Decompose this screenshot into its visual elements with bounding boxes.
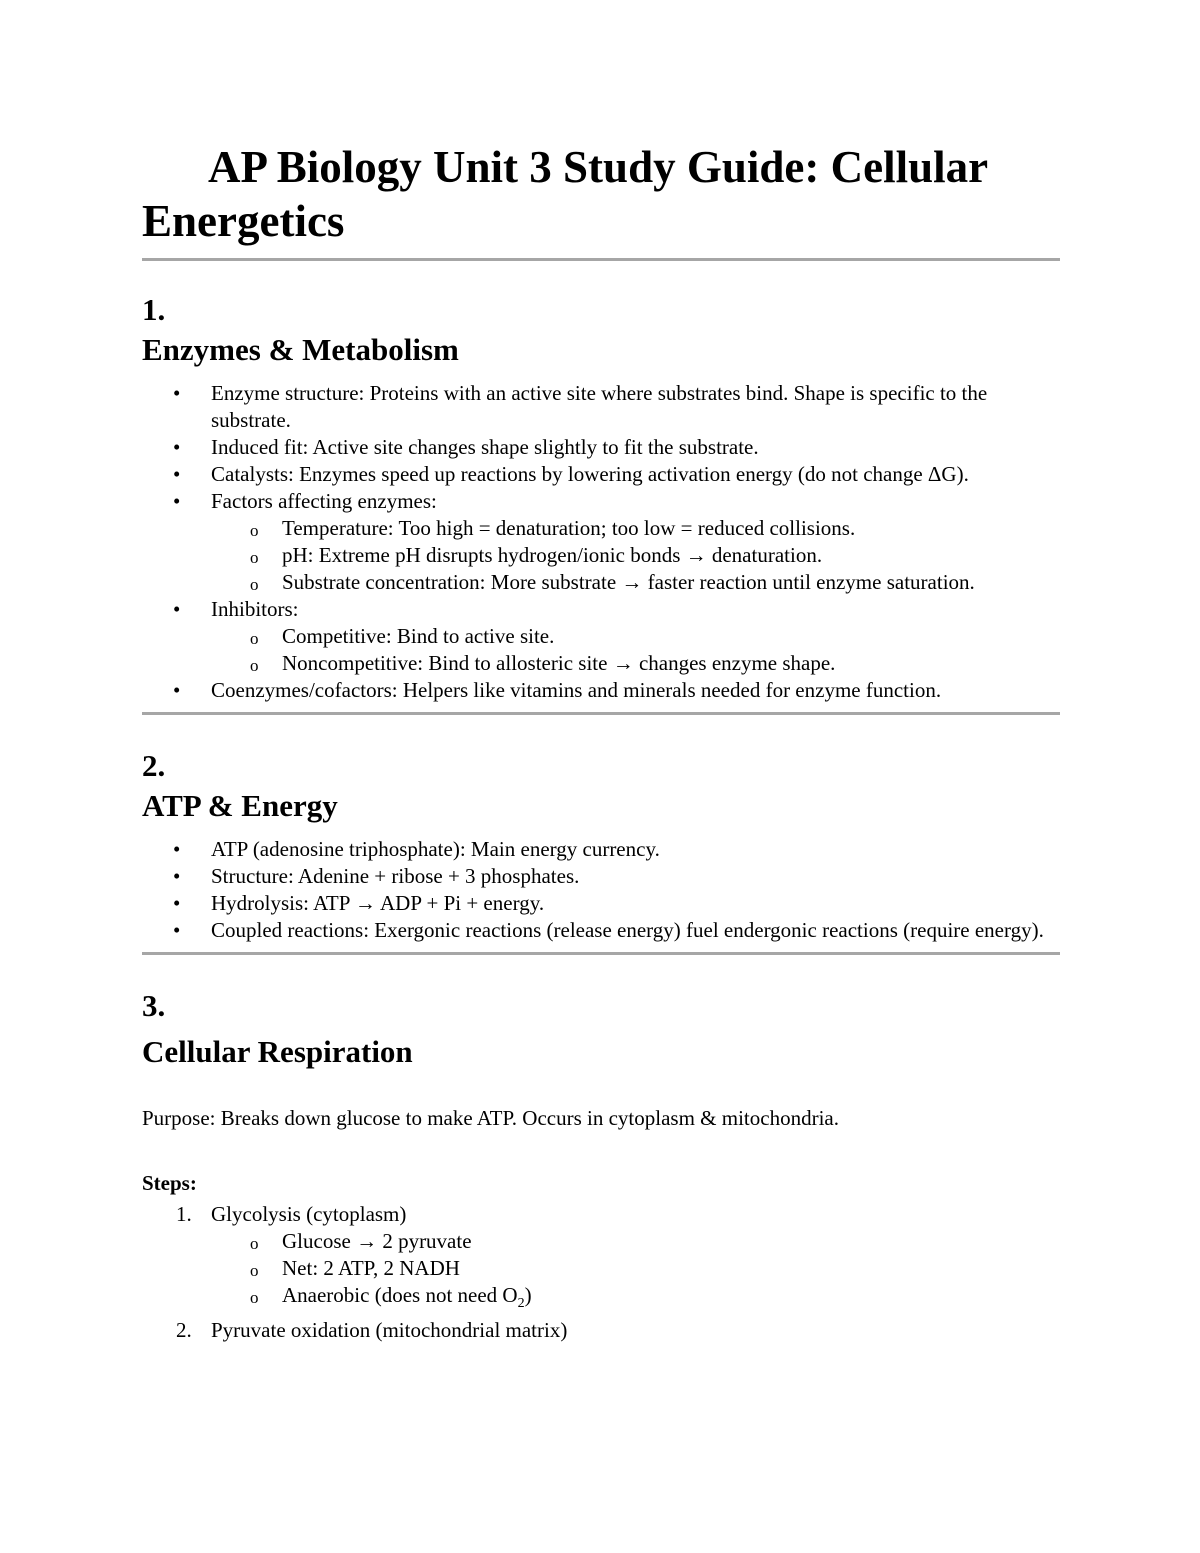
- horizontal-rule: [142, 952, 1060, 955]
- sub-list-item: [142, 1282, 1060, 1317]
- steps-list: [142, 1201, 1060, 1344]
- sub-list-item: o Net: 2 ATP, 2 NADH: [142, 1255, 1060, 1282]
- sub-list-item-text: Anaerobic (does not need O: [282, 1283, 518, 1307]
- sub-list-item: o Noncompetitive: Bind to allosteric site → changes enzyme shape.: [142, 650, 1060, 677]
- section-heading: Enzymes & Metabolism: [142, 332, 459, 367]
- list-item: • Structure: Adenine + ribose + 3 phosphates.: [142, 863, 1060, 890]
- sub-list-item: o Temperature: Too high = denaturation; too low = reduced collisions.: [142, 515, 1060, 542]
- step-item: [142, 1317, 1060, 1344]
- section-enzymes: [142, 291, 1060, 704]
- list-item: • Hydrolysis: ATP → ADP + Pi + energy.: [142, 890, 1060, 917]
- steps-label: Steps:: [142, 1171, 197, 1195]
- list-item: • Catalysts: Enzymes speed up reactions by lowering activation energy (do not change ΔG).: [142, 461, 1060, 488]
- subscript: 2: [517, 1296, 525, 1312]
- sub-list-item: o pH: Extreme pH disrupts hydrogen/ionic bonds → denaturation.: [142, 542, 1060, 569]
- step-number: 1.: [176, 1202, 192, 1226]
- purpose-paragraph: Purpose: Breaks down glucose to make ATP. Occurs in cytoplasm & mitochondria.: [142, 1106, 839, 1130]
- horizontal-rule: [142, 712, 1060, 715]
- document-title: AP Biology Unit 3 Study Guide: Cellular Energetics: [142, 142, 988, 246]
- sub-bullet-list: [211, 1228, 1060, 1317]
- sub-bullet-list: [211, 623, 1060, 677]
- bullet-list: [142, 380, 1060, 704]
- sub-list-item: o Substrate concentration: More substrate → faster reaction until enzyme saturation.: [142, 569, 1060, 596]
- document-content: [142, 140, 1060, 1344]
- section-atp: [142, 747, 1060, 944]
- list-item-label: Inhibitors:: [211, 597, 299, 621]
- step-number: 2.: [176, 1318, 192, 1343]
- sub-bullet-list: [211, 515, 1060, 596]
- list-item: [142, 596, 1060, 677]
- step-label: Pyruvate oxidation (mitochondrial matrix): [211, 1318, 568, 1343]
- list-item: [142, 488, 1060, 596]
- section-number: 3.: [142, 988, 166, 1023]
- list-item-label: Factors affecting enzymes:: [211, 489, 437, 513]
- list-item: • Enzyme structure: Proteins with an active site where substrates bind. Shape is specific to the substrate.: [142, 380, 1060, 434]
- section-number: 1.: [142, 292, 166, 327]
- sub-list-item: o Competitive: Bind to active site.: [142, 623, 1060, 650]
- list-item: • Induced fit: Active site changes shape slightly to fit the substrate.: [142, 434, 1060, 461]
- list-item: • Coupled reactions: Exergonic reactions (release energy) fuel endergonic reactions (require energy).: [142, 917, 1060, 944]
- section-number: 2.: [142, 748, 166, 783]
- section-heading: ATP & Energy: [142, 788, 338, 823]
- list-item: • ATP (adenosine triphosphate): Main energy currency.: [142, 836, 1060, 863]
- step-label: Glycolysis (cytoplasm): [211, 1202, 407, 1226]
- section-heading: Cellular Respiration: [142, 1034, 413, 1069]
- horizontal-rule: [142, 258, 1060, 261]
- bullet-list: [142, 836, 1060, 944]
- sub-list-item: o Glucose → 2 pyruvate: [142, 1228, 1060, 1255]
- section-respiration: [142, 987, 1060, 1344]
- step-item: [142, 1201, 1060, 1317]
- list-item: • Coenzymes/cofactors: Helpers like vitamins and minerals needed for enzyme function.: [142, 677, 1060, 704]
- sub-list-item-text-end: ): [524, 1283, 532, 1307]
